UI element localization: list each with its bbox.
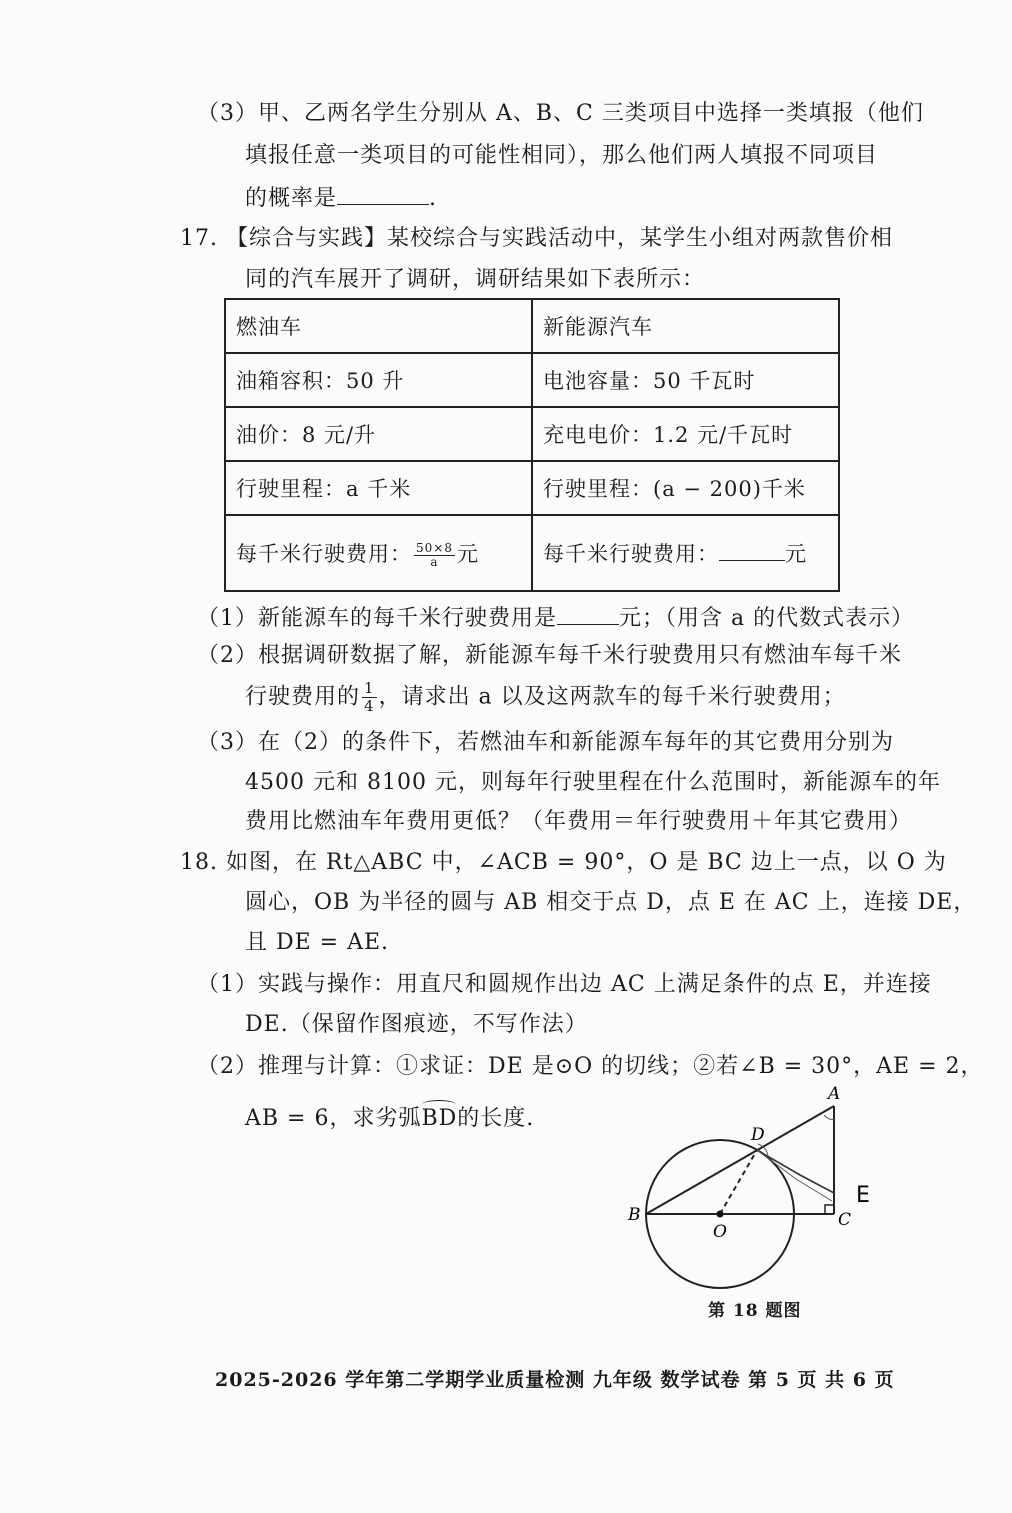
q16-part3-line3-text: 的概率是 <box>245 186 338 211</box>
label-c: C <box>838 1210 852 1230</box>
table-cell-fuel-cost <box>225 515 532 591</box>
q17-part3-line1: （3）在（2）的条件下，若燃油车和新能源车每年的其它费用分别为 <box>197 730 894 755</box>
segment-de <box>757 1150 834 1193</box>
q17-part2-line1: （2）根据调研数据了解，新能源车每千米行驶费用只有燃油车每千米 <box>197 643 902 668</box>
answer-blank[interactable] <box>557 602 619 625</box>
fraction-numerator: 1 <box>364 679 375 697</box>
page-footer: 2025-2026 学年第二学期学业质量检测 九年级 数学试卷 第 5 页 共 6 页 <box>215 1369 895 1391</box>
fraction-denominator: 4 <box>364 697 375 715</box>
table-cell: 电池容量：50 千瓦时 <box>532 353 839 407</box>
figure-caption: 第 18 题图 <box>708 1301 802 1321</box>
ev-cost-unit: 元 <box>785 542 807 566</box>
label-a: A <box>828 1084 841 1104</box>
fuel-cost-fraction <box>414 542 455 569</box>
label-e-handwritten: E <box>856 1183 870 1208</box>
q16-part3-line1: （3）甲、乙两名学生分别从 A、B、C 三类项目中选择一类填报（他们 <box>197 101 924 126</box>
table-cell: 行驶里程：a 千米 <box>225 461 532 515</box>
q17-part2-tail: ，请求出 a 以及这两款车的每千米行驶费用； <box>378 684 846 710</box>
geometry-figure <box>620 1075 890 1295</box>
q18-stem-line1: 18. 如图，在 Rt△ABC 中，∠ACB = 90°，O 是 BC 边上一点，以 O 为 <box>180 850 947 875</box>
q17-part3-line2: 4500 元和 8100 元，则每年行驶里程在什么范围时，新能源车的年 <box>245 770 941 795</box>
right-angle-mark <box>825 1205 834 1214</box>
table-cell: 行驶里程：(a − 200)千米 <box>532 461 839 515</box>
table-cell: 油价：8 元/升 <box>225 407 532 461</box>
answer-blank[interactable] <box>719 538 785 561</box>
q17-part2-line2 <box>245 680 846 715</box>
fraction-denominator: a <box>430 554 439 569</box>
q17-stem-line1: 17. 【综合与实践】某校综合与实践活动中，某学生小组对两款售价相 <box>180 226 893 251</box>
q17-part2-text: 行驶费用的 <box>245 684 361 710</box>
arc-bd: BD <box>421 1104 457 1134</box>
table-header-ev: 新能源汽车 <box>532 299 839 353</box>
fuel-cost-unit: 元 <box>456 541 479 566</box>
q17-part3-line3: 费用比燃油车年费用更低？（年费用＝年行驶费用＋年其它费用） <box>245 809 913 834</box>
angle-arc-a <box>824 1115 834 1120</box>
fraction-numerator: 50×8 <box>416 540 453 555</box>
q17-stem-line2: 同的汽车展开了调研，调研结果如下表所示： <box>245 267 706 292</box>
ev-cost-label: 每千米行驶费用： <box>543 542 719 566</box>
label-b: B <box>628 1205 641 1225</box>
comparison-table <box>224 298 840 592</box>
q16-part3-period: . <box>429 186 438 211</box>
fuel-cost-label: 每千米行驶费用： <box>236 541 412 566</box>
q18-part1-line1: （1）实践与操作：用直尺和圆规作出边 AC 上满足条件的点 E，并连接 <box>197 972 932 997</box>
answer-blank[interactable] <box>337 182 429 205</box>
q16-part3-line2: 填报任意一类项目的可能性相同），那么他们两人填报不同项目 <box>245 143 879 168</box>
label-o: O <box>713 1222 727 1242</box>
q18-part2-line1: （2）推理与计算：①求证：DE 是⊙O 的切线；②若∠B = 30°，AE = 2， <box>197 1054 984 1079</box>
table-header-fuel: 燃油车 <box>225 299 532 353</box>
q18-stem-line3: 且 DE = AE. <box>245 930 390 955</box>
segment-od <box>720 1150 757 1214</box>
segment-ab <box>646 1106 834 1214</box>
q18-part2-text: AB = 6，求劣弧 <box>245 1106 422 1131</box>
table-cell: 油箱容积：50 升 <box>225 353 532 407</box>
q18-part1-line2: DE.（保留作图痕迹，不写作法） <box>245 1012 588 1037</box>
label-d: D <box>751 1125 765 1145</box>
quarter-fraction <box>362 680 377 715</box>
q16-part3-line3 <box>245 182 437 214</box>
point-o <box>717 1211 724 1218</box>
q18-stem-line2: 圆心，OB 为半径的圆与 AB 相交于点 D，点 E 在 AC 上，连接 DE， <box>245 890 977 915</box>
q18-part2-line2 <box>245 1104 534 1134</box>
q18-part2-tail: 的长度. <box>457 1106 535 1131</box>
table-cell: 充电电价：1.2 元/千瓦时 <box>532 407 839 461</box>
table-cell-ev-cost <box>532 515 839 591</box>
q17-part1-tail: 元；（用含 a 的代数式表示） <box>619 606 915 631</box>
q17-part1 <box>197 602 914 634</box>
q17-part1-text: （1）新能源车的每千米行驶费用是 <box>197 606 557 631</box>
